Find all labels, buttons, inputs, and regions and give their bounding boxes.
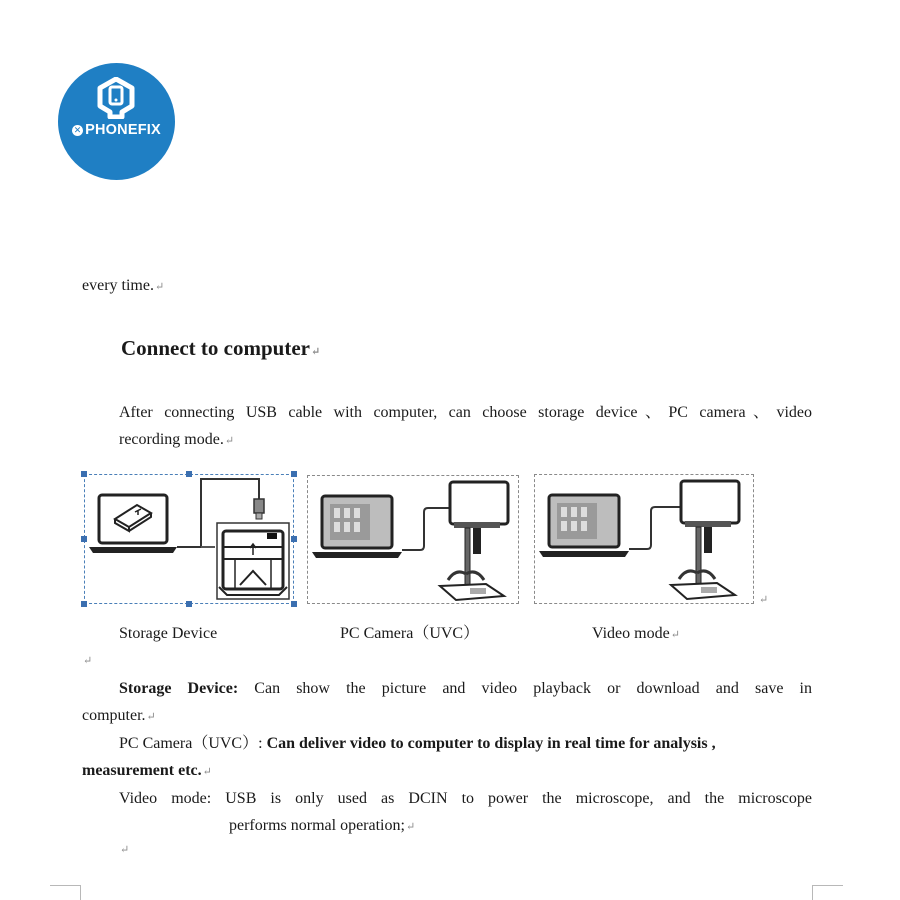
- storage-text-1: Can show the picture and video playback or download and save in: [238, 680, 813, 697]
- resize-handle-left[interactable]: [81, 536, 87, 542]
- intro-line-1: After connecting USB cable with computer, can choose storage device、PC camera、video: [119, 404, 813, 421]
- digital-microscope-icon: [440, 482, 508, 600]
- fragment-text: every time.: [82, 277, 154, 294]
- digital-microscope-icon: [671, 481, 739, 599]
- resize-handle-top[interactable]: [186, 471, 192, 477]
- brand-name: PHONEFIX: [85, 122, 161, 138]
- page-margin-corner-left: [50, 885, 81, 900]
- microscope-base-icon: [217, 523, 289, 599]
- resize-handle-right[interactable]: [291, 536, 297, 542]
- storage-description-line-1: [119, 675, 812, 702]
- pc-camera-description-line-1: [119, 730, 812, 757]
- laptop-icon: [89, 495, 177, 553]
- laptop-icon: [312, 496, 402, 558]
- intro-line-2: [119, 426, 234, 455]
- video-mode-text-2: performs normal operation;: [229, 817, 405, 834]
- heading-text: Connect to computer: [121, 336, 310, 360]
- close-circle-icon: ✕: [73, 125, 82, 135]
- paragraph-mark: ↵: [224, 435, 235, 447]
- paragraph-mark: ↵: [146, 711, 156, 723]
- intro-text-2: recording mode.: [119, 431, 224, 448]
- figure-pc-camera[interactable]: [307, 475, 519, 604]
- laptop-icon: [539, 495, 629, 557]
- caption-pc-camera: PC Camera（UVC）: [340, 625, 480, 642]
- paragraph-mark: ↵: [310, 346, 321, 358]
- pc-camera-description-line-2: [82, 757, 212, 786]
- resize-handle-bottom-right[interactable]: [291, 601, 297, 607]
- wrench-phone-icon: [96, 77, 136, 119]
- caption-video-mode: [592, 620, 680, 649]
- resize-handle-top-right[interactable]: [291, 471, 297, 477]
- pc-camera-label: PC Camera（UVC）:: [119, 735, 263, 752]
- storage-label: Storage Device:: [119, 680, 239, 697]
- pc-camera-illustration: [308, 476, 518, 603]
- phonefix-logo: [58, 63, 175, 180]
- storage-device-illustration: [85, 475, 293, 603]
- video-mode-description-line-1: [119, 785, 812, 812]
- section-heading: [121, 336, 320, 361]
- storage-description-line-2: [82, 702, 156, 731]
- figure-video-mode[interactable]: [534, 474, 754, 604]
- paragraph-mark: ↵: [670, 629, 680, 641]
- caption-storage-device: Storage Device: [119, 625, 218, 642]
- video-mode-label: Video mode:: [119, 790, 212, 807]
- page-margin-corner-right: [812, 885, 843, 900]
- pc-camera-text-2: measurement etc.: [82, 762, 202, 779]
- resize-handle-top-left[interactable]: [81, 471, 87, 477]
- logo-wordmark: [58, 122, 175, 138]
- figure-storage-device[interactable]: [84, 474, 294, 604]
- fragment-line: [82, 272, 164, 301]
- paragraph-mark: ↵: [202, 766, 212, 778]
- paragraph-mark: ↵: [120, 844, 130, 856]
- paragraph-mark: ↵: [83, 655, 93, 667]
- resize-handle-bottom[interactable]: [186, 601, 192, 607]
- video-mode-description-line-2: [229, 812, 415, 841]
- resize-handle-bottom-left[interactable]: [81, 601, 87, 607]
- video-mode-text-1: USB is only used as DCIN to power the microscope, and the microscope: [225, 790, 812, 807]
- video-mode-illustration: [535, 475, 753, 603]
- paragraph-mark: ↵: [154, 281, 165, 293]
- pc-camera-text-1: Can deliver video to computer to display in real time for analysis ,: [266, 735, 716, 752]
- paragraph-mark: ↵: [405, 821, 416, 833]
- paragraph-mark: ↵: [759, 594, 769, 606]
- storage-text-2: computer.: [82, 707, 146, 724]
- caption-video-mode-text: Video mode: [592, 625, 670, 642]
